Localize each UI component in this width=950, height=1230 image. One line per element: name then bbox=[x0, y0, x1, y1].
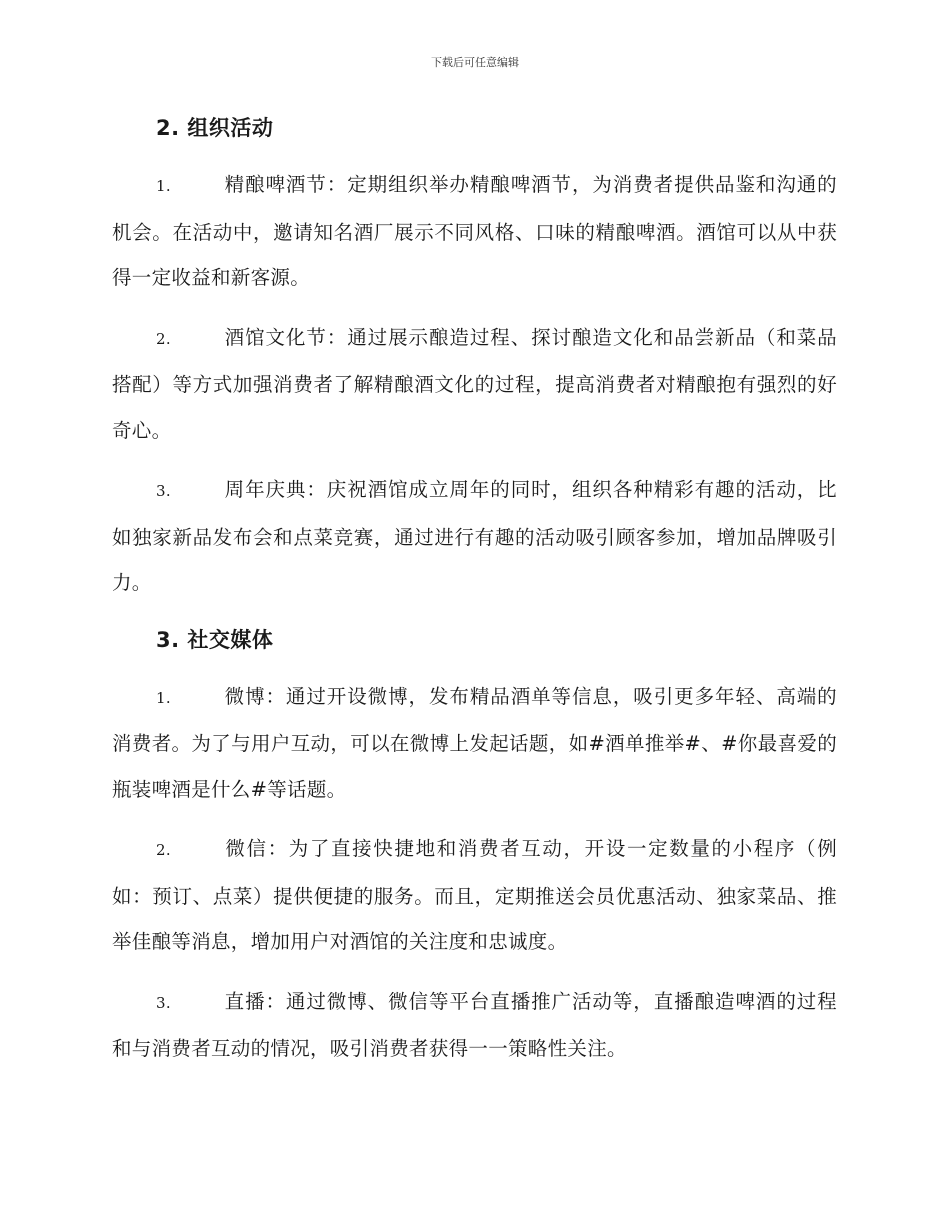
item-number: 1. bbox=[156, 177, 171, 195]
item-number: 3. bbox=[156, 482, 171, 500]
item-text: 精酿啤酒节：定期组织举办精酿啤酒节，为消费者提供品鉴和沟通的机会。在活动中，邀请知名酒厂展示不同风格、口味的精酿啤酒。酒馆可以从中获得一定收益和新客源。 bbox=[112, 173, 837, 289]
item-text: 酒馆文化节：通过展示酿造过程、探讨酿造文化和品尝新品（和菜品搭配）等方式加强消费者了解精酿酒文化的过程，提高消费者对精酿抱有强烈的好奇心。 bbox=[112, 325, 837, 442]
page-header: 下载后可任意编辑 bbox=[431, 56, 519, 69]
item-text: 微信：为了直接快捷地和消费者互动，开设一定数量的小程序（例如：预订、点菜）提供便捷的服务。而且，定期推送会员优惠活动、独家菜品、推举佳酿等消息，增加用户对酒馆的关注度和忠诚度。 bbox=[112, 837, 837, 953]
list-item bbox=[112, 162, 837, 301]
document-body bbox=[112, 108, 837, 1086]
item-text: 周年庆典：庆祝酒馆成立周年的同时，组织各种精彩有趣的活动，比如独家新品发布会和点菜竞赛，通过进行有趣的活动吸引顾客参加，增加品牌吸引力。 bbox=[112, 478, 837, 594]
list-item bbox=[112, 826, 837, 965]
item-number: 2. bbox=[156, 841, 171, 859]
item-text: 直播：通过微博、微信等平台直播推广活动等，直播酿造啤酒的过程和与消费者互动的情况，吸引消费者获得一一策略性关注。 bbox=[112, 989, 837, 1060]
section-heading: 2. 组织活动 bbox=[156, 116, 274, 140]
section-social-media bbox=[112, 620, 837, 1072]
list-item bbox=[112, 979, 837, 1072]
item-number: 1. bbox=[156, 688, 171, 707]
item-number: 3. bbox=[156, 993, 171, 1012]
list-item bbox=[112, 315, 837, 454]
item-number: 2. bbox=[156, 329, 171, 348]
item-text: 微博：通过开设微博，发布精品酒单等信息，吸引更多年轻、高端的消费者。为了与用户互动，可以在微博上发起话题，如#酒单推举#、#你最喜爱的瓶装啤酒是什么#等话题。 bbox=[112, 684, 837, 801]
section-organize-activities bbox=[112, 108, 837, 606]
section-heading: 3. 社交媒体 bbox=[156, 627, 274, 652]
list-item bbox=[112, 674, 837, 813]
list-item bbox=[112, 467, 837, 606]
